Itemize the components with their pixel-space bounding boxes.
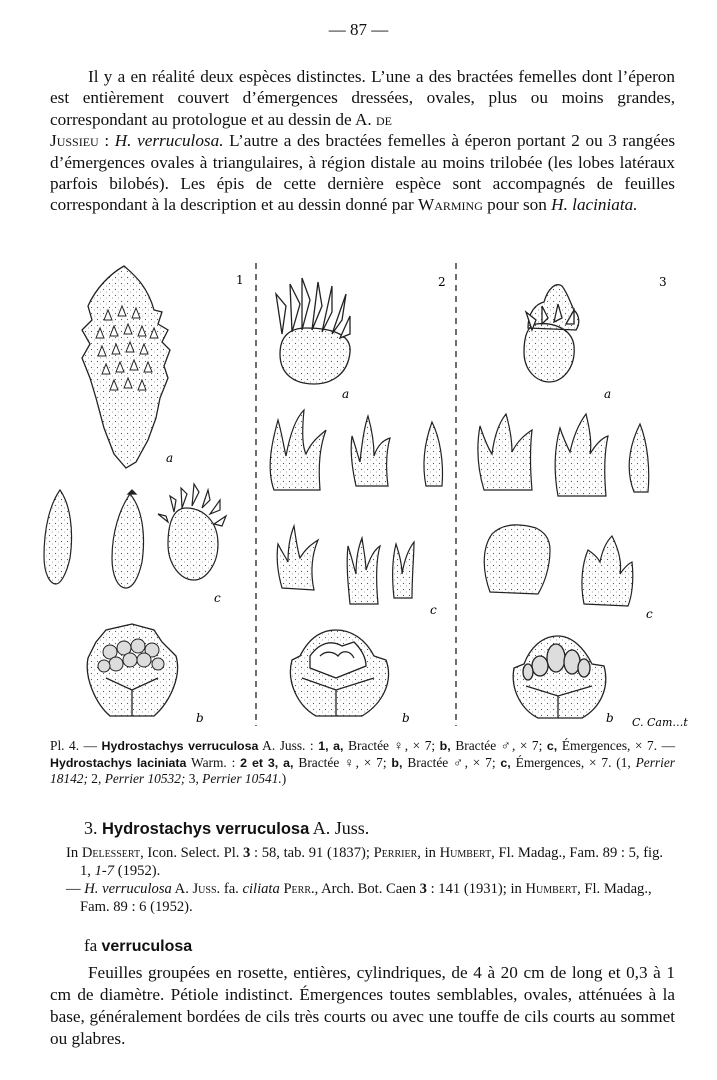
- form-name: verruculosa: [101, 938, 193, 955]
- ref-text: , Fl. Madag., Fam. 89 : 5, fig. 1,: [80, 845, 664, 879]
- caption-text: Bractée ♀, × 7;: [298, 754, 392, 770]
- intro-text-3: L’autre a des bractées femelles à éperon portant 2 ou 3 rangées d’émergences ovales à triangulaires, à région distale au moins trilobée (les lobes latéraux parfois bilobés). Les épis de cette dernière espèce sont accompagnés de feuilles correspondant à la description et au dessin donné par: [50, 131, 676, 215]
- ref-figure: 1-7: [94, 863, 115, 879]
- caption-specimen: Perrier 10541.: [202, 771, 282, 786]
- ref-taxon: H. verruculosa: [84, 881, 172, 897]
- form-heading: [84, 936, 192, 956]
- ref-volume: 3: [243, 845, 251, 861]
- label-1b: b: [196, 711, 204, 725]
- ref-author: Perr.: [283, 881, 315, 897]
- heading-number: 3.: [84, 818, 102, 838]
- ref-author: Delessert: [81, 845, 141, 861]
- panel-number-1: 1: [236, 273, 244, 287]
- description-paragraph: [50, 962, 675, 1050]
- illustrator-signature: C. Cam…t: [632, 716, 688, 729]
- ref-text: (1952).: [114, 863, 161, 879]
- label-1c: c: [214, 591, 221, 605]
- caption-label: 2 et 3, a,: [240, 755, 299, 770]
- description-text: Feuilles groupées en rosette, entières, cylindriques, de 4 à 20 cm de long et 0,3 à 1 cm de diamètre. Pétiole indistinct. Émergences toutes semblables, ovales, atténuées à la base, généralement bordées de cils très courts ou avec une touffe de cils courts au sommet ou glabres.: [50, 963, 675, 1048]
- caption-label: c,: [500, 755, 516, 770]
- ref-text: , in: [417, 845, 440, 861]
- caption-species-2: Hydrostachys laciniata: [50, 755, 187, 770]
- panel-2-bract-male: [290, 630, 388, 716]
- caption-label: b,: [391, 755, 408, 770]
- ref-text: : 141 (1931); in: [426, 881, 526, 897]
- caption-species-1: Hydrostachys verruculosa: [101, 739, 259, 753]
- intro-jussieu: Jussieu: [50, 131, 99, 151]
- ref-text: , Fl. Madag., Fam. 89 : 6 (1952).: [80, 881, 652, 915]
- ref-text: fa.: [220, 881, 243, 897]
- caption-text: Émergences, × 7. —: [561, 738, 675, 753]
- panel-3-bract-male: [513, 636, 606, 718]
- form-rank: fa: [84, 936, 102, 955]
- intro-paragraph: [50, 66, 675, 216]
- ref-text: In: [66, 845, 82, 861]
- intro-hverr: H. verruculosa.: [114, 131, 224, 151]
- caption-label: c,: [546, 739, 562, 753]
- species-heading: [84, 818, 369, 839]
- panel-1-bract-female: [82, 266, 170, 468]
- caption-specimen: Perrier 18142;: [50, 754, 675, 786]
- label-2b: b: [402, 711, 410, 725]
- label-3a: a: [604, 387, 612, 401]
- caption-text: Émergences, × 7. (1,: [515, 754, 636, 770]
- ref-author: Humbert: [525, 881, 578, 897]
- caption-text: Pl. 4. —: [50, 738, 102, 753]
- panel-1-emergences: [44, 484, 226, 588]
- ref-text: , Arch. Bot. Caen: [314, 881, 420, 897]
- references: [66, 844, 676, 916]
- reference-1: [66, 844, 676, 880]
- caption-specimen: Perrier 10532;: [104, 771, 186, 786]
- caption-label: 1, a,: [318, 739, 349, 753]
- label-3c: c: [646, 607, 653, 621]
- caption-text: Bractée ♂, × 7;: [407, 754, 501, 770]
- heading-species-name: Hydrostachys verruculosa: [102, 820, 310, 838]
- intro-de: de: [376, 109, 392, 129]
- botanical-plate: [36, 258, 688, 733]
- caption-text: ): [281, 771, 287, 786]
- ref-author: Perrier: [373, 845, 418, 861]
- label-3b: b: [606, 711, 614, 725]
- caption-text: 3,: [185, 771, 203, 786]
- intro-text-4: pour son: [482, 195, 552, 215]
- caption-text: Bractée ♂, × 7;: [455, 738, 547, 753]
- panel-number-3: 3: [659, 275, 667, 289]
- ref-author: Humbert: [439, 845, 492, 861]
- panel-number-2: 2: [438, 275, 446, 289]
- ref-taxon: ciliata: [242, 881, 280, 897]
- ref-text: A.: [171, 881, 193, 897]
- plate-caption: [50, 738, 675, 788]
- label-2c: c: [430, 603, 437, 617]
- intro-hlac: H. laciniata.: [551, 195, 638, 215]
- ref-text: —: [66, 881, 85, 897]
- panel-2-emergences: [270, 410, 442, 604]
- panel-3-bract-female: [524, 285, 579, 382]
- ref-text: : 58, tab. 91 (1837);: [250, 845, 374, 861]
- page-number: — 87 —: [328, 20, 389, 39]
- caption-text: Bractée ♀, × 7;: [348, 738, 440, 753]
- intro-text-2: :: [98, 131, 115, 151]
- panel-1-bract-male: [87, 624, 177, 716]
- ref-author: Juss.: [192, 881, 221, 897]
- caption-text: 2,: [87, 771, 105, 786]
- caption-text: Warm. :: [186, 754, 241, 770]
- caption-text: A. Juss. :: [258, 738, 319, 753]
- intro-warming: Warming: [417, 195, 483, 215]
- reference-2: [66, 880, 676, 916]
- ref-text: , Icon. Select. Pl.: [140, 845, 244, 861]
- caption-label: b,: [439, 739, 456, 753]
- label-1a: a: [166, 451, 174, 465]
- intro-text-1: Il y a en réalité deux espèces distinctes. L’une a des bractées femelles dont l’éperon est entièrement couvert d’émergences dressées, ovales, plus ou moins grandes, correspondant au protologue et au dessin de A.: [50, 67, 675, 129]
- panel-3-emergences: [478, 414, 649, 606]
- label-2a: a: [342, 387, 350, 401]
- heading-author: A. Juss.: [309, 818, 370, 838]
- panel-2-bract-female: [276, 278, 350, 384]
- ref-volume: 3: [419, 881, 427, 897]
